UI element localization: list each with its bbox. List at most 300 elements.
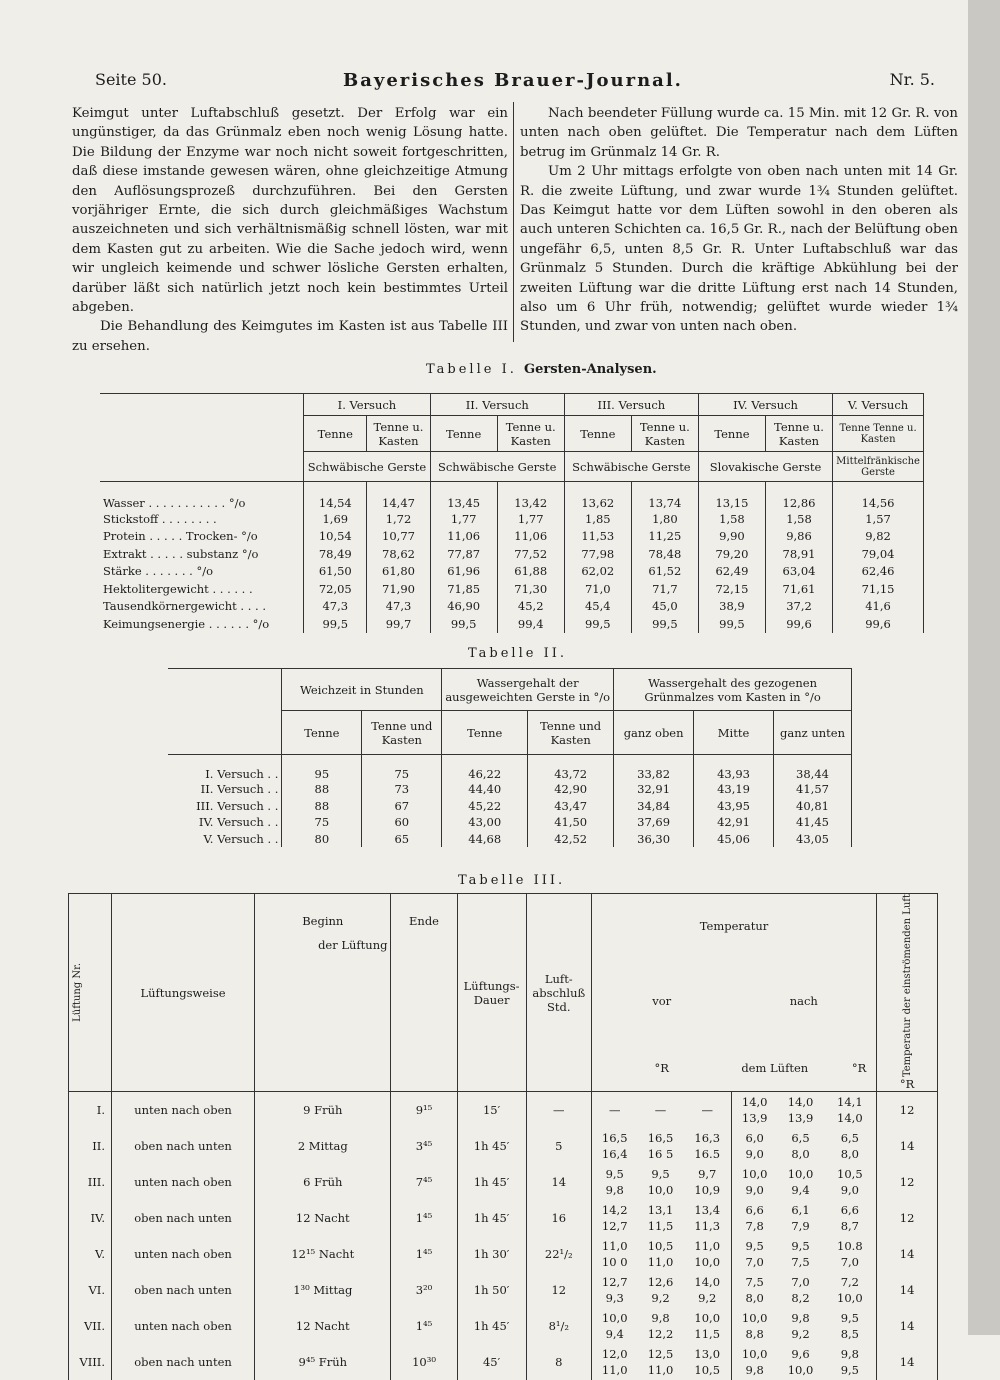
- t1-sub-v5: Tenne Tenne u. Kasten: [833, 416, 924, 452]
- t3-cell-vor1: [591, 1344, 637, 1380]
- t3-cell-beginn: 12 Nacht: [255, 1200, 391, 1236]
- t1-cell: 77,52: [497, 545, 564, 563]
- t3-cell-vor2: [638, 1344, 684, 1380]
- t3-cell-nach2: [778, 1236, 824, 1272]
- t3-h-r3: °R: [899, 1077, 915, 1092]
- t1-row: [100, 615, 924, 633]
- t3-cell-nr: VIII.: [69, 1344, 112, 1380]
- issue-number: Nr. 5.: [889, 70, 935, 89]
- t1-cell: 78,91: [765, 545, 832, 563]
- t3-val-bottom: 8,0: [791, 1146, 810, 1161]
- t3-cell-vor3: [684, 1272, 732, 1308]
- t1-cell: 71,0: [564, 580, 631, 598]
- t3-val-top: 10.8: [837, 1238, 863, 1253]
- t3-val-bottom: 9,3: [605, 1290, 624, 1305]
- table3-caption: Tabelle III.: [458, 873, 566, 888]
- t3-val-top: 13,0: [694, 1346, 721, 1361]
- table1-caption-title: Gersten-Analysen.: [523, 362, 657, 377]
- t1-row: [100, 598, 924, 616]
- t3-cell-nr: IV.: [69, 1200, 112, 1236]
- t2-cell: 73: [362, 781, 442, 798]
- t1-row: [100, 563, 924, 581]
- column-divider: [513, 102, 514, 342]
- t1-cell: 62,46: [833, 563, 924, 581]
- t3-cell-vor1: [591, 1200, 637, 1236]
- t2-cell: 41,57: [774, 781, 852, 798]
- t3-cell-ende: 3⁴⁵: [391, 1128, 457, 1164]
- t3-val-top: 6,1: [791, 1202, 810, 1217]
- t3-cell-weise: unten nach oben: [111, 1236, 254, 1272]
- t3-val-top: 10,0: [601, 1310, 628, 1325]
- table3-lueftung: [68, 893, 938, 1380]
- t1-row-label: Extrakt . . . . . substanz °/o: [100, 545, 304, 563]
- t2-row: [168, 814, 852, 831]
- table1-caption: [426, 362, 657, 377]
- t3-val-top: 9,8: [791, 1310, 810, 1325]
- t1-cell: 78,62: [367, 545, 430, 563]
- t3-h-vor: vor: [591, 958, 731, 1044]
- t3-row: [69, 1272, 938, 1308]
- t3-cell-nach3: [824, 1200, 877, 1236]
- t3-cell-ende: 7⁴⁵: [391, 1164, 457, 1200]
- t1-row-label: Keimungsenergie . . . . . . °/o: [100, 615, 304, 633]
- t1-cell: 78,48: [631, 545, 698, 563]
- t3-val-bottom: 9,8: [605, 1182, 624, 1197]
- t3-val-bottom: 9,0: [745, 1182, 764, 1197]
- table1-gersten-analysen: [100, 393, 924, 633]
- t1-cell: 71,30: [497, 580, 564, 598]
- t1-cell: 1,72: [367, 510, 430, 528]
- t3-val-top: 12,0: [601, 1346, 628, 1361]
- t3-cell-dauer: 1h 45′: [457, 1128, 526, 1164]
- t3-val-bottom: 10 0: [601, 1254, 628, 1269]
- t3-val-bottom: 13,9: [787, 1110, 814, 1125]
- t1-cell: 99,7: [367, 615, 430, 633]
- t3-cell-vor1: [591, 1128, 637, 1164]
- t2-cell: 43,47: [528, 798, 614, 815]
- t3-cell-weise: oben nach unten: [111, 1344, 254, 1380]
- t3-cell-beginn: 12 Nacht: [255, 1308, 391, 1344]
- t3-val-top: 7,0: [791, 1274, 810, 1289]
- t3-cell-weise: unten nach oben: [111, 1308, 254, 1344]
- t1-cell: 11,53: [564, 528, 631, 546]
- t3-cell-beginn: 2 Mittag: [255, 1128, 391, 1164]
- t2-cell: 42,90: [528, 781, 614, 798]
- t3-cell-luftt: 14: [877, 1236, 938, 1272]
- t1-cell: 72,15: [698, 580, 765, 598]
- t3-h-ende: Ende: [391, 894, 457, 1092]
- t3-val-top: 14,2: [601, 1202, 628, 1217]
- t1-cell: 77,98: [564, 545, 631, 563]
- t3-cell-vor2: [638, 1236, 684, 1272]
- t1-cell: 71,7: [631, 580, 698, 598]
- t3-cell-vor3: [684, 1200, 732, 1236]
- t3-val-bottom: 8,5: [840, 1326, 859, 1341]
- t3-val-bottom: 7,5: [791, 1254, 810, 1269]
- t3-cell-nach3: [824, 1128, 877, 1164]
- t2-cell: 43,19: [694, 781, 774, 798]
- t3-cell-vor1: [591, 1236, 637, 1272]
- t3-cell-vor3: [684, 1344, 732, 1380]
- t3-h-r1: °R: [591, 1044, 731, 1091]
- t1-cell: 45,4: [564, 598, 631, 616]
- t3-cell-nach1: [731, 1164, 777, 1200]
- t2-cell: 80: [282, 831, 362, 848]
- t3-val-bottom: 16,4: [601, 1146, 628, 1161]
- t1-gerste: Slovakische Gerste: [698, 452, 832, 482]
- t1-cell: 9,90: [698, 528, 765, 546]
- t1-cell: 1,77: [430, 510, 497, 528]
- t3-cell-dauer: 15′: [457, 1092, 526, 1128]
- t1-cell: 14,54: [304, 482, 367, 511]
- t3-val-top: 10,0: [787, 1166, 814, 1181]
- t3-cell-luft: 14: [526, 1164, 591, 1200]
- t3-val-top: 10,0: [694, 1310, 721, 1325]
- t2-cell: 43,00: [442, 814, 528, 831]
- t3-cell-vor3: [684, 1164, 732, 1200]
- t3-cell-nach3: [824, 1344, 877, 1380]
- t1-cell: 13,45: [430, 482, 497, 511]
- t2-cell: 41,50: [528, 814, 614, 831]
- t3-cell-nach1: [731, 1344, 777, 1380]
- t2-cell: 33,82: [614, 755, 694, 782]
- t2-cell: 95: [282, 755, 362, 782]
- t3-val-bottom: 9,8: [745, 1362, 764, 1377]
- t3-row: [69, 1128, 938, 1164]
- t3-val-bottom: 7,0: [840, 1254, 859, 1269]
- t1-row-label: Tausendkörnergewicht . . . .: [100, 598, 304, 616]
- t1-cell: 9,82: [833, 528, 924, 546]
- t3-h-nr: Lüftung Nr.: [69, 894, 112, 1092]
- t3-cell-ende: 1⁴⁵: [391, 1236, 457, 1272]
- t3-val-bottom: 10,0: [787, 1362, 814, 1377]
- table2-wassergehalt: [168, 668, 852, 847]
- t1-gerste: Schwäbische Gerste: [304, 452, 430, 482]
- t3-row: [69, 1200, 938, 1236]
- t1-cell: 1,85: [564, 510, 631, 528]
- t1-head-v4: IV. Versuch: [698, 394, 832, 416]
- t3-h-dauer: Lüftungs-Dauer: [457, 894, 526, 1092]
- t1-cell: 47,3: [304, 598, 367, 616]
- t3-cell-weise: unten nach oben: [111, 1164, 254, 1200]
- t3-h-der: der Lüftung: [318, 938, 388, 952]
- t2-cell: 67: [362, 798, 442, 815]
- t3-cell-vor1: [591, 1272, 637, 1308]
- t3-cell-luft: 8: [526, 1344, 591, 1380]
- t1-gerste: Mittelfränkische Gerste: [833, 452, 924, 482]
- t3-cell-nach3: [824, 1164, 877, 1200]
- t3-val-top: 7,2: [840, 1274, 859, 1289]
- t3-val-bottom: 11,0: [601, 1362, 628, 1377]
- t1-row: [100, 545, 924, 563]
- t3-val-bottom: 8,0: [745, 1290, 764, 1305]
- t3-cell-beginn: 12¹⁵ Nacht: [255, 1236, 391, 1272]
- t1-cell: 10,54: [304, 528, 367, 546]
- t1-cell: 47,3: [367, 598, 430, 616]
- t3-cell-ende: 9¹⁵: [391, 1092, 457, 1128]
- t3-val-top: —: [654, 1102, 667, 1117]
- t3-val-bottom: 10,0: [694, 1254, 721, 1269]
- t1-cell: 1,69: [304, 510, 367, 528]
- t3-cell-nach3: [824, 1272, 877, 1308]
- t1-cell: 79,04: [833, 545, 924, 563]
- t3-cell-nr: V.: [69, 1236, 112, 1272]
- t3-val-top: 11,0: [694, 1238, 721, 1253]
- t1-gerste: Schwäbische Gerste: [430, 452, 564, 482]
- t3-val-top: 10,0: [741, 1310, 768, 1325]
- t3-val-bottom: 16 5: [647, 1146, 674, 1161]
- t1-head-v1: I. Versuch: [304, 394, 430, 416]
- t1-cell: 11,06: [497, 528, 564, 546]
- t3-cell-vor2: [638, 1308, 684, 1344]
- t3-val-bottom: 10,9: [694, 1182, 721, 1197]
- t1-cell: 71,15: [833, 580, 924, 598]
- t3-cell-luftt: 14: [877, 1308, 938, 1344]
- t3-cell-ende: 1⁴⁵: [391, 1200, 457, 1236]
- t2-cell: 75: [282, 814, 362, 831]
- t3-val-top: 14,1: [837, 1094, 863, 1109]
- t1-cell: 12,86: [765, 482, 832, 511]
- t1-cell: 11,06: [430, 528, 497, 546]
- t2-h1: Weichzeit in Stunden: [282, 669, 442, 711]
- t3-val-top: 12,6: [647, 1274, 674, 1289]
- t3-cell-nach2: [778, 1164, 824, 1200]
- t3-cell-luftt: 14: [877, 1344, 938, 1380]
- t3-cell-nach2: [778, 1128, 824, 1164]
- t3-val-bottom: 11,5: [647, 1218, 674, 1233]
- t3-val-top: 9,8: [651, 1310, 670, 1325]
- t1-sub: Tenne: [304, 416, 367, 452]
- t3-cell-dauer: 1h 30′: [457, 1236, 526, 1272]
- t1-cell: 1,80: [631, 510, 698, 528]
- t1-sub: Tenne: [698, 416, 765, 452]
- t1-cell: 61,88: [497, 563, 564, 581]
- t3-val-top: 9,5: [840, 1310, 859, 1325]
- t1-cell: 99,5: [304, 615, 367, 633]
- t1-cell: 71,61: [765, 580, 832, 598]
- t2-row-label: IV. Versuch . .: [168, 814, 282, 831]
- t3-val-top: 6,0: [745, 1130, 764, 1145]
- t3-cell-luft: 5: [526, 1128, 591, 1164]
- t3-val-bottom: 7,8: [745, 1218, 764, 1233]
- t1-cell: 99,4: [497, 615, 564, 633]
- t3-row: [69, 1344, 938, 1380]
- t3-cell-dauer: 1h 50′: [457, 1272, 526, 1308]
- t2-s5: ganz oben: [614, 711, 694, 755]
- t1-cell: 37,2: [765, 598, 832, 616]
- t1-cell: 10,77: [367, 528, 430, 546]
- t2-cell: 88: [282, 781, 362, 798]
- t3-val-top: 10,0: [741, 1346, 768, 1361]
- t1-cell: 45,0: [631, 598, 698, 616]
- t3-cell-nr: VII.: [69, 1308, 112, 1344]
- t1-cell: 71,90: [367, 580, 430, 598]
- t1-cell: 78,49: [304, 545, 367, 563]
- t3-val-bottom: 8,2: [791, 1290, 810, 1305]
- t3-val-top: 16,3: [694, 1130, 721, 1145]
- t1-cell: 1,58: [698, 510, 765, 528]
- t3-val-bottom: 11,0: [647, 1362, 674, 1377]
- t2-row-label: II. Versuch . .: [168, 781, 282, 798]
- t3-cell-beginn: 9⁴⁵ Früh: [255, 1344, 391, 1380]
- t3-val-bottom: 8,7: [840, 1218, 859, 1233]
- t3-cell-dauer: 1h 45′: [457, 1164, 526, 1200]
- t2-cell: 40,81: [774, 798, 852, 815]
- t3-cell-weise: oben nach unten: [111, 1200, 254, 1236]
- t1-cell: 61,50: [304, 563, 367, 581]
- t3-val-top: 10,5: [837, 1166, 863, 1181]
- t1-row: [100, 528, 924, 546]
- t3-val-bottom: 9,4: [791, 1182, 810, 1197]
- t3-cell-dauer: 45′: [457, 1344, 526, 1380]
- t1-cell: 14,56: [833, 482, 924, 511]
- t2-cell: 75: [362, 755, 442, 782]
- t2-cell: 38,44: [774, 755, 852, 782]
- t3-cell-luft: 8¹/₂: [526, 1308, 591, 1344]
- t3-h-r2: °R: [851, 1060, 867, 1075]
- t3-val-top: 7,5: [745, 1274, 764, 1289]
- t3-cell-luft: —: [526, 1092, 591, 1128]
- t1-sub: Tenne u. Kasten: [765, 416, 832, 452]
- t3-cell-vor3: [684, 1236, 732, 1272]
- t2-cell: 43,95: [694, 798, 774, 815]
- t3-val-top: 14,0: [694, 1274, 721, 1289]
- t3-cell-weise: oben nach unten: [111, 1272, 254, 1308]
- t2-cell: 43,72: [528, 755, 614, 782]
- t1-sub: Tenne u. Kasten: [367, 416, 430, 452]
- t3-val-top: 16,5: [601, 1130, 628, 1145]
- t3-val-top: 13,4: [694, 1202, 721, 1217]
- t2-cell: 32,91: [614, 781, 694, 798]
- t2-cell: 37,69: [614, 814, 694, 831]
- t1-cell: 1,77: [497, 510, 564, 528]
- t3-val-top: 13,1: [647, 1202, 674, 1217]
- t1-cell: 99,5: [631, 615, 698, 633]
- t3-val-top: 6,6: [745, 1202, 764, 1217]
- t3-cell-nr: VI.: [69, 1272, 112, 1308]
- t2-cell: 41,45: [774, 814, 852, 831]
- t1-cell: 1,57: [833, 510, 924, 528]
- t2-s6: Mitte: [694, 711, 774, 755]
- t3-val-bottom: 9,5: [840, 1362, 859, 1377]
- t2-h3: Wassergehalt des gezogenen Grünmalzes vom Kasten in °/o: [614, 669, 852, 711]
- t3-val-bottom: 9,2: [698, 1290, 717, 1305]
- t1-cell: 38,9: [698, 598, 765, 616]
- t3-cell-nr: II.: [69, 1128, 112, 1164]
- t3-val-top: 10,0: [741, 1166, 768, 1181]
- t3-val-bottom: 9,4: [605, 1326, 624, 1341]
- t3-cell-luft: 12: [526, 1272, 591, 1308]
- t3-val-top: 9,5: [651, 1166, 670, 1181]
- t3-val-bottom: 9,2: [651, 1290, 670, 1305]
- t3-cell-luftt: 12: [877, 1164, 938, 1200]
- t2-cell: 44,68: [442, 831, 528, 848]
- t2-cell: 42,91: [694, 814, 774, 831]
- t3-cell-ende: 3²⁰: [391, 1272, 457, 1308]
- t3-cell-weise: oben nach unten: [111, 1128, 254, 1164]
- t3-cell-vor3: [684, 1092, 732, 1128]
- t1-cell: 72,05: [304, 580, 367, 598]
- t1-row: [100, 580, 924, 598]
- t1-cell: 61,80: [367, 563, 430, 581]
- t3-cell-vor3: [684, 1308, 732, 1344]
- table2-caption: Tabelle II.: [468, 646, 567, 661]
- t3-cell-vor2: [638, 1092, 684, 1128]
- right-paragraph-2: Um 2 Uhr mittags erfolgte von oben nach unten mit 14 Gr. R. die zweite Lüftung, und zwar wurde 1¾ Stunden gelüftet. Das Keimgut hatte vor dem Lüften sowohl in den oberen als auch unteren Schichten ca. 16,5 Gr. R., nach der Belüftung oben ungefähr 6,5, unten 8,5 Gr. R. Unter Luftabschluß war das Grünmalz 5 Stunden. Durch die kräftige Abkühlung bei der zweiten Lüftung war die dritte Lüftung erst nach 14 Stunden, also um 6 Uhr früh, notwendig; gelüftet wurde wieder 1¾ Stunden, und zwar von unten nach oben.: [520, 164, 958, 335]
- t2-s4: Tenne und Kasten: [528, 711, 614, 755]
- t3-val-bottom: 16.5: [694, 1146, 721, 1161]
- t3-val-top: 6,6: [840, 1202, 859, 1217]
- t3-val-top: 12,5: [647, 1346, 674, 1361]
- t2-s7: ganz unten: [774, 711, 852, 755]
- t2-row-label: III. Versuch . .: [168, 798, 282, 815]
- t1-row-label: Protein . . . . . Trocken- °/o: [100, 528, 304, 546]
- t3-val-top: —: [701, 1102, 713, 1117]
- t3-row: [69, 1308, 938, 1344]
- t3-cell-vor1: [591, 1308, 637, 1344]
- t2-cell: 88: [282, 798, 362, 815]
- left-paragraph-1: Keimgut unter Luftabschluß gesetzt. Der Erfolg war ein ungünstiger, da das Grünmalz eben noch wenig Lösung hatte. Die Bildung der Enzyme war noch nicht soweit fortgeschritten, daß diese imstande gewesen wären, ohne gleichzeitige Atmung den Auflösungsprozeß durchzuführen. Bei den Gersten vorjähriger Ernte, die sich durch gleichmäßiges Wachstum auszeichneten und sich verhältnismäßig schnell lösten, war mit dem Kasten gut zu arbeiten. Wie die Sache jedoch wird, wenn wir ungleich keimende und schwer lösliche Gersten erhalten, darüber läßt sich natürlich jetzt noch kein bestimmtes Urteil abgeben.: [72, 106, 508, 316]
- t3-val-bottom: 12,2: [647, 1326, 674, 1341]
- t3-h-luft: Luft-abschluß Std.: [526, 894, 591, 1092]
- t3-cell-nach2: [778, 1200, 824, 1236]
- t3-val-top: 9,5: [745, 1238, 764, 1253]
- t1-row-label: Wasser . . . . . . . . . . . °/o: [100, 482, 304, 511]
- t3-h-nach: nach: [731, 958, 876, 1044]
- t3-val-top: 14,0: [741, 1094, 768, 1109]
- t3-row: [69, 1164, 938, 1200]
- t3-cell-nach3: [824, 1236, 877, 1272]
- t1-cell: 77,87: [430, 545, 497, 563]
- t3-cell-vor1: [591, 1092, 637, 1128]
- t3-val-top: 16,5: [647, 1130, 674, 1145]
- t3-val-top: 9,6: [791, 1346, 810, 1361]
- t2-cell: 43,93: [694, 755, 774, 782]
- t3-val-bottom: 9,0: [840, 1182, 859, 1197]
- t1-cell: 9,86: [765, 528, 832, 546]
- t2-cell: 34,84: [614, 798, 694, 815]
- t1-cell: 13,42: [497, 482, 564, 511]
- t3-val-top: 12,7: [601, 1274, 628, 1289]
- t1-row-label: Stickstoff . . . . . . . .: [100, 510, 304, 528]
- t3-cell-luftt: 14: [877, 1128, 938, 1164]
- t1-sub: Tenne u. Kasten: [631, 416, 698, 452]
- t3-cell-ende: 1⁴⁵: [391, 1308, 457, 1344]
- t2-row: [168, 781, 852, 798]
- t2-row-label: I. Versuch . .: [168, 755, 282, 782]
- t1-cell: 61,96: [430, 563, 497, 581]
- t3-h-dem: dem Lüften: [741, 1060, 809, 1075]
- page-number: Seite 50.: [95, 70, 167, 89]
- t1-cell: 61,52: [631, 563, 698, 581]
- t3-cell-vor2: [638, 1272, 684, 1308]
- t3-cell-nach2: [778, 1272, 824, 1308]
- t1-head-v3: III. Versuch: [564, 394, 698, 416]
- t3-cell-nach2: [778, 1344, 824, 1380]
- t3-val-top: 9,7: [698, 1166, 717, 1181]
- t2-row: [168, 831, 852, 848]
- t1-cell: 99,5: [698, 615, 765, 633]
- t1-cell: 62,49: [698, 563, 765, 581]
- t1-cell: 62,02: [564, 563, 631, 581]
- t1-cell: 46,90: [430, 598, 497, 616]
- t1-cell: 11,25: [631, 528, 698, 546]
- t2-cell: 45,06: [694, 831, 774, 848]
- journal-title: Bayerisches Brauer-Journal.: [343, 70, 683, 91]
- t2-cell: 44,40: [442, 781, 528, 798]
- t3-val-top: —: [608, 1102, 621, 1117]
- t3-h-beginn: Beginn: [302, 914, 344, 928]
